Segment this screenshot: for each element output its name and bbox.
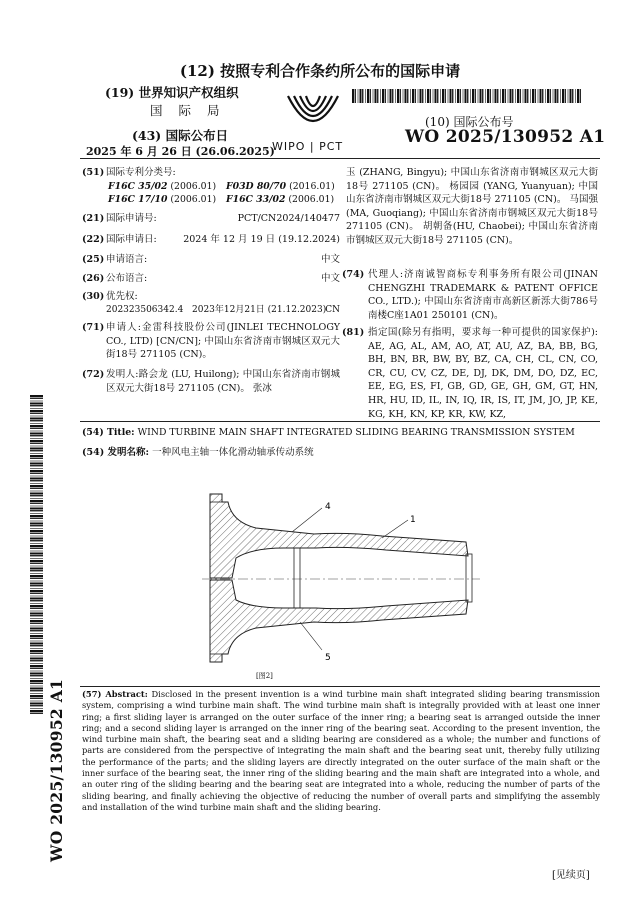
filing-language-label: 申请语言: bbox=[106, 254, 148, 265]
publication-date-label bbox=[132, 126, 228, 144]
ipc-entry: F03D 80/70 (2016.01) bbox=[226, 180, 335, 192]
priority-date: 2023年12月21日 (21.12.2023) bbox=[192, 305, 327, 315]
application-number-value: PCT/CN2024/140477 bbox=[237, 213, 340, 224]
barcode-top-icon bbox=[352, 89, 582, 103]
title-english bbox=[82, 427, 575, 438]
org-line-1: 世界知识产权组织 bbox=[138, 85, 239, 100]
title-zh-text: 一种风电主轴一体化滑动轴承传动系统 bbox=[152, 447, 314, 458]
ipc-entry: F16C 17/10 (2006.01) bbox=[108, 194, 217, 206]
header-divider bbox=[80, 158, 600, 159]
ipc-classification bbox=[82, 166, 340, 207]
ipc-entry: F16C 33/02 (2006.01) bbox=[226, 194, 335, 206]
side-publication-number: WO 2025/130952 A1 bbox=[47, 678, 66, 862]
pub-no-label-text: 国际公布号 bbox=[453, 115, 514, 129]
applicant-label: 申请人: bbox=[106, 322, 141, 333]
inventors-left-value: 路会龙 (LU, Huilong); 中国山东省济南市钢城区双元大街18号 271105 (CN)。 张冰 bbox=[106, 369, 341, 394]
callout-1: 1 bbox=[410, 515, 416, 525]
callout-5: 5 bbox=[325, 653, 331, 663]
wipo-pct-logo-text: WIPO | PCT bbox=[272, 140, 344, 153]
inventors: (72) 发明人:路会龙 (LU, Huilong); 中国山东省济南市钢城区双元大街18号 271105 (CN)。 张冰 bbox=[82, 369, 341, 394]
callout-4: 4 bbox=[325, 502, 331, 512]
figure-divider bbox=[80, 686, 600, 687]
filing-language-value: 中文 bbox=[320, 254, 340, 265]
publication-date: 2025 年 6 月 26 日 (26.06.2025) bbox=[86, 145, 275, 158]
ipc-label: 国际专利分类号: bbox=[106, 167, 176, 178]
publication-language-value: 中文 bbox=[320, 273, 340, 284]
agent-label: 代理人: bbox=[368, 269, 404, 280]
pub-no-tag: (10) bbox=[425, 115, 450, 129]
priority-country: CN bbox=[325, 305, 340, 315]
publication-language-label: 公布语言: bbox=[106, 273, 148, 284]
organization-bureau: 国 际 局 bbox=[150, 103, 226, 118]
document-type-title: (12) 按照专利合作条约所公布的国际申请 bbox=[179, 62, 461, 80]
priority-number: 202323506342.4 bbox=[106, 305, 184, 315]
applicant-value: 金雷科技股份公司(JINLEI TECHNOLOGY CO., LTD) [CN/CN]; 中国山东省济南市钢城区双元大街18号 271105 (CN)。 bbox=[106, 322, 341, 361]
barcode-side-icon bbox=[30, 395, 43, 715]
shaft-lower-wall bbox=[210, 580, 468, 662]
continued-on-next-page: [见续页] bbox=[552, 870, 590, 881]
abstract-text: Disclosed in the present invention is a wind turbine main shaft integrated sliding bearing transmission system, comprising a wind turbine main shaft. The wind turbine main shaft is integrally provided with at least one inner ring; a first sliding layer is arranged on the outer surface of the inner ring; a bearing seat is arranged outside the inner ring; and a second sliding layer is arranged on the inner ring of the bearing seat. According to the present invention, the wind turbine main shaft, the bearing seat and a sliding bearing are considered as a whole; the number and functions of parts are considered from the perspective of integrating the main shaft and the bearing seat unit, thereby fully utilizing the performance of the parts; and the sliding layers are directly integrated on the outer surface of the main shaft or the inner surface of the bearing seat, the inner ring of the sliding bearing and the main shaft are integrated into a whole, and an outer ring of the sliding bearing and the bearing seat are integrated into a whole, reducing the number of parts of the sliding bearing, and finally achieving the objective of reducing the number of overall parts and simplifying the assembly and installation of the wind turbine main shaft and the sliding bearing. bbox=[82, 689, 601, 812]
ipc-tag: (51) bbox=[82, 167, 105, 178]
abstract bbox=[82, 689, 600, 813]
inventor-label: 发明人: bbox=[106, 369, 139, 380]
figure-label: [图2] bbox=[256, 672, 273, 680]
title-zh-tag: (54) 发明名称: bbox=[82, 447, 150, 458]
title-en-text: WIND TURBINE MAIN SHAFT INTEGRATED SLIDING BEARING TRANSMISSION SYSTEM bbox=[137, 427, 575, 438]
biblio-divider bbox=[80, 421, 600, 422]
publication-number: WO 2025/130952 A1 bbox=[405, 127, 606, 147]
abstract-tag: (57) Abstract: bbox=[82, 689, 148, 699]
designated-states-list: AE, AG, AL, AM, AO, AT, AU, AZ, BA, BB, BG, BH, BN, BR, BW, BY, BZ, CA, CH, CL, CN, CO, CR, CU, CV, CZ, DE, DJ, DK, DM, DO, DZ, EC, EE, EG, ES, FI, GB, GD, GE, GH, GM, GT, HN, HR, HU, ID, IL, IN, IQ, IR, IS, IT, JM, JO, JP, KE, KG, KH, KN, KP, KR, KW, KZ, bbox=[368, 340, 598, 420]
org-tag: (19) bbox=[105, 85, 135, 100]
title-chinese bbox=[82, 444, 314, 458]
shaft-drawing-figure bbox=[196, 482, 486, 672]
shaft-upper-wall bbox=[210, 494, 468, 578]
pub-date-tag: (43) bbox=[132, 128, 162, 143]
application-number-label: 国际申请号: bbox=[106, 213, 157, 224]
priority-label: 优先权: bbox=[106, 291, 138, 302]
filing-date-label: 国际申请日: bbox=[106, 234, 157, 245]
agent: (74) 代理人:济南诚智商标专利事务所有限公司(JINAN CHENGZHI TRADEMARK & PATENT OFFICE CO., LTD.); 中国山东省济南市高新区新泺大街786号南楼C座1A01 250101 (CN)。 bbox=[342, 269, 598, 321]
organization-name bbox=[105, 84, 239, 101]
pub-date-label-text: 国际公布日 bbox=[165, 128, 229, 143]
agent-value: 济南诚智商标专利事务所有限公司(JINAN CHENGZHI TRADEMARK & PATENT OFFICE CO., LTD.); 中国山东省济南市高新区新泺大街786号南楼C座1A01 250101 (CN)。 bbox=[368, 269, 598, 321]
applicant: (71) 申请人:金雷科技股份公司(JINLEI TECHNOLOGY CO., LTD) [CN/CN]; 中国山东省济南市钢城区双元大街18号 271105 (CN)。 bbox=[82, 322, 341, 361]
inventors-continued: 玉 (ZHANG, Bingyu); 中国山东省济南市钢城区双元大街18号 271105 (CN)。 杨园园 (YANG, Yuanyuan); 中国山东省济南市钢城区双元大街18号 271105 (CN)。 马国强(MA, Guoqiang); 中国山东省济南市钢城区双元大街18号 271105 (CN)。 胡朝备(HU, Chaobei); 中国山东省济南市钢城区双元大街18号 271105 (CN)。 bbox=[346, 167, 598, 246]
ipc-entry: F16C 35/02 (2006.01) bbox=[108, 180, 217, 192]
designated-states-label: 指定国(除另有指明，要求每一种可提供的国家保护): bbox=[368, 327, 598, 338]
designated-states: (81) 指定国(除另有指明，要求每一种可提供的国家保护): AE, AG, AL, AM, AO, AT, AU, AZ, BA, BB, BG, BH, BN, BR, BW, BY, BZ, CA, CH, CL, CN, CO, CR, CU, CV, CZ, DE, DJ, DK, DM, DO, DZ, EC, EE, EG, ES, FI, GB, GD, GE, GH, GM, GT, HN, HR, HU, ID, IL, IN, IQ, IR, IS, IT, JM, JO, JP, KE, KG, KH, KN, KP, KR, KW, KZ, bbox=[342, 327, 598, 420]
filing-date-value: 2024 年 12 月 19 日 (19.12.2024) bbox=[183, 234, 340, 245]
wipo-logo-icon bbox=[284, 94, 342, 138]
title-en-tag: (54) Title: bbox=[82, 427, 135, 438]
